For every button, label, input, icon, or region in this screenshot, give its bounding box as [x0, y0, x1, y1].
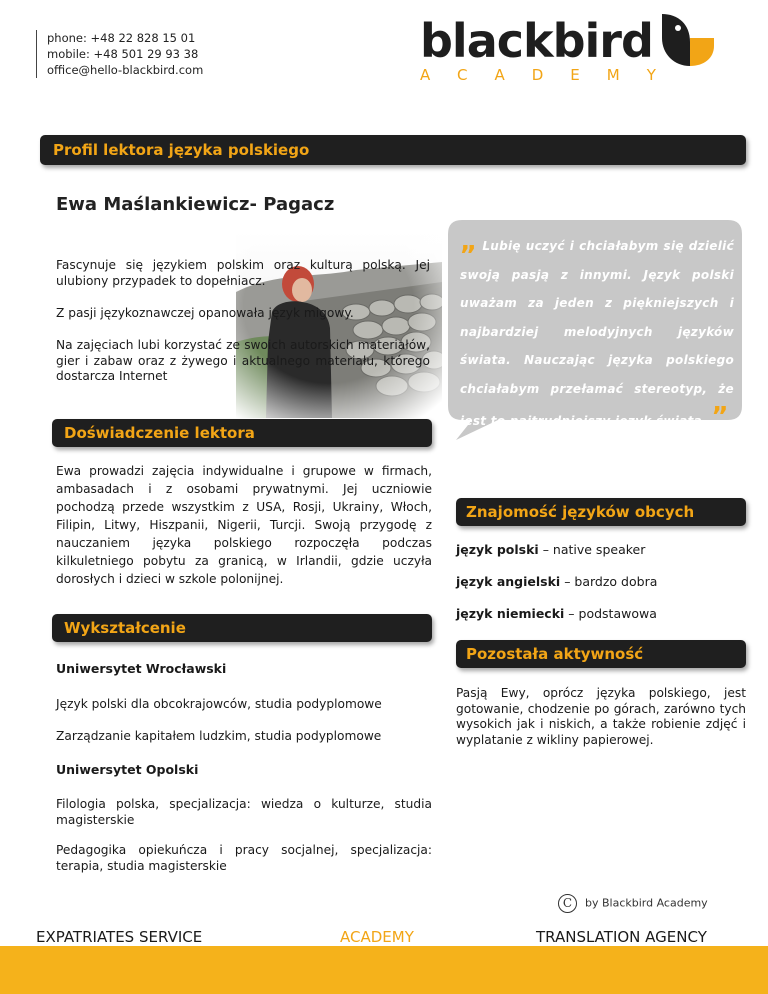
quote-open-mark: „	[460, 227, 478, 257]
language-name: język polski	[456, 542, 539, 557]
language-item	[456, 606, 657, 621]
teacher-name: Ewa Maślankiewicz- Pagacz	[56, 194, 335, 215]
section-header-profile: Profil lektora języka polskiego	[40, 135, 746, 165]
copyright-text: by Blackbird Academy	[585, 896, 708, 910]
contact-block	[36, 30, 203, 78]
language-item	[456, 574, 657, 589]
email-link[interactable]: office@hello-blackbird.com	[47, 63, 204, 77]
quote-body: Lubię uczyć i chciałabym się dzielić swoją pasją z innymi. Język polski uważam za jeden z piękniejszych i najbardziej melodyjnych języków świata. Nauczając języka polskiego chciałabym przełamać stereotyp, że jest to najtrudniejszy język świata.	[460, 239, 734, 428]
experience-text: Ewa prowadzi zajęcia indywidualne i grupowe w firmach, ambasadach i z osobami prywatnymi. Jej uczniowie pochodzą przede wszystkim z USA, Rosji, Ukrainy, Włoch, Filipin, Litwy, Hiszpanii, Nigerii, Turcji. Swoją przygodę z nauczaniem języka polskiego rozpoczęła podczas kilkuletniego pobytu za granicą, w Irlandii, gdzie uczyła dorosłych i dzieci w szkole polonijnej.	[56, 464, 432, 586]
mobile-text: mobile: +48 501 29 93 38	[47, 47, 199, 61]
university-opole: Uniwersytet Opolski	[56, 762, 199, 777]
language-level: – bardzo dobra	[560, 574, 658, 589]
section-header-experience: Doświadczenie lektora	[52, 419, 432, 447]
section-header-education: Wykształcenie	[52, 614, 432, 642]
footer-expatriates-service[interactable]: EXPATRIATES SERVICE	[36, 928, 203, 946]
footer-translation-agency[interactable]: TRANSLATION AGENCY	[536, 928, 707, 946]
language-name: język niemiecki	[456, 606, 565, 621]
course-item: Zarządzanie kapitałem ludzkim, studia podyplomowe	[56, 729, 382, 743]
other-activity-text: Pasją Ewy, oprócz języka polskiego, jest gotowanie, chodzenie po górach, zarówno tych wysokich jak i niskich, a także robienie zdjęć i wyplatanie z wikliny papierowej.	[456, 686, 746, 747]
copyright-line	[558, 894, 708, 913]
quote-close-mark: ”	[711, 402, 729, 432]
course-item: Filologia polska, specjalizacja: wiedza o kulturze, studia magisterskie	[56, 797, 432, 827]
logo-subtitle: ACADEMY	[420, 66, 683, 84]
blackbird-logo-icon	[654, 10, 716, 70]
language-item	[456, 542, 645, 557]
intro-paragraph-3: Na zajęciach lubi korzystać ze swoich autorskich materiałów, gier i zabaw oraz z żywego i aktualnego materiału, którego dostarcza Internet	[56, 338, 430, 383]
intro-paragraph-1: Fascynuje się językiem polskim oraz kulturą polską. Jej ulubiony przypadek to dopełniacz.	[56, 258, 430, 288]
language-name: język angielski	[456, 574, 561, 589]
section-header-other: Pozostała aktywność	[456, 640, 746, 668]
language-level: – podstawowa	[564, 606, 657, 621]
logo-wordmark: blackbird	[420, 14, 653, 68]
course-item: Język polski dla obcokrajowców, studia podyplomowe	[56, 697, 382, 711]
footer-bar	[0, 946, 768, 994]
language-level: – native speaker	[538, 542, 646, 557]
intro-paragraph-2: Z pasji językoznawczej opanowała język migowy.	[56, 306, 354, 320]
phone-text: phone: +48 22 828 15 01	[47, 31, 196, 45]
quote-text	[460, 228, 734, 436]
footer-academy[interactable]: ACADEMY	[340, 928, 414, 946]
copyright-icon: C	[558, 894, 577, 913]
course-item: Pedagogika opiekuńcza i pracy socjalnej, specjalizacja: terapia, studia magisterskie	[56, 843, 432, 873]
university-wroclaw: Uniwersytet Wrocławski	[56, 661, 227, 676]
section-header-languages: Znajomość języków obcych	[456, 498, 746, 526]
